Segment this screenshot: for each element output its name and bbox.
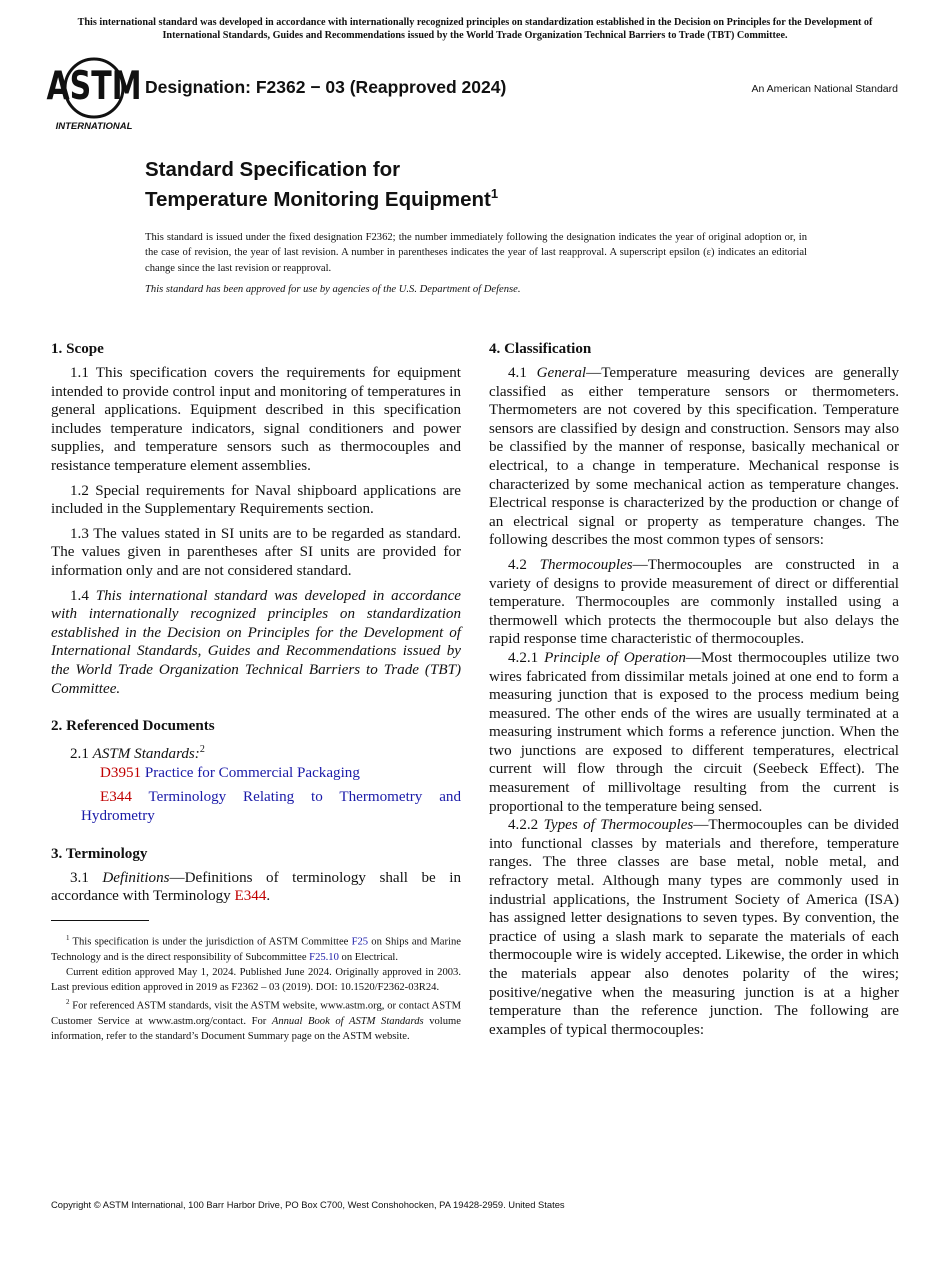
- paragraph-1-3: 1.3 The values stated in SI units are to be regarded as standard. The values given in parentheses after SI units are provided for information only and are not considered standard.: [51, 525, 461, 579]
- logo-wordmark: INTERNATIONAL: [55, 121, 133, 132]
- national-standard-label: An American National Standard: [751, 83, 898, 95]
- title-line-1: Standard Specification for: [145, 158, 401, 181]
- title-footnote-mark: 1: [490, 186, 499, 201]
- footnote-1: $^1$ This specification is under the jurisdiction of ASTM Committee F25 on Ships and Marine Technology and is the direct responsibility of Subcommittee F25.10 on Electrical.: [51, 934, 461, 963]
- footnote-divider: [51, 920, 149, 921]
- paragraph-4-2-1: 4.2.1 Principle of Operation—Most thermocouples utilize two wires fabricated from dissimilar metals joined at one end to form a measuring junction that is exposed to the process medium being measured. The other ends of the wires are usually terminated at a measuring instrument which forms a reference junction. When the two junctions are exposed to different temperatures, electrical current will flow through the circuit (Seebeck Effect). The measurement of millivoltage resulting from the current is proportional to the temperature being sensed.: [489, 649, 899, 815]
- footnote-2: $^2$ For referenced ASTM standards, visit the ASTM website, www.astm.org, or contact ASTM Customer Service at www.astm.org/contact. For Annual Book of ASTM Standards volume information, refer to the standard’s Document Summary page on the ASTM website.: [51, 998, 461, 1043]
- designation: Designation: F2362 − 03 (Reapproved 2024): [145, 77, 507, 97]
- right-column: [489, 339, 899, 1039]
- astm-logo: [46, 55, 142, 132]
- link-f25-10[interactable]: F25.10: [309, 951, 339, 963]
- tbt-notice: This international standard was developed in accordance with internationally recognized principles on standardization established in the Decision on Principles for the Development of International Standards, Guides and Recommendations issued by the World Trade Organization Technical Barriers to Trade (TBT) Committee.: [77, 17, 873, 41]
- paragraph-3-1: 3.1 Definitions—Definitions of terminology shall be in accordance with Terminology E344.: [51, 869, 461, 905]
- paragraph-4-1: 4.1 General—Temperature measuring devices are generally classified as either temperature sensors or thermometers. Thermometers are not covered by this specification. Temperature sensors are classified by design and construction. Sensors may also be classified by the manner of response, basically mechanical or electrical, to a change in temperature. Mechanical response is characterized by some mechanical action as temperature changes. Electrical response is characterized by the production or change of an electrical signal or property as temperature changes. The following describes the most common types of sensors:: [489, 365, 899, 549]
- section-heading-scope: 1. Scope: [51, 341, 104, 357]
- svg-text:ASTM: ASTM: [46, 64, 142, 110]
- title-line-2: Temperature Monitoring Equipment$^1$: [145, 186, 499, 211]
- paragraph-4-2-2: 4.2.2 Types of Thermocouples—Thermocouples can be divided into functional classes by materials and therefore, temperature ranges. The three classes are base metal, noble metal, and refractory metal. Although many types are commonly used in industrial applications, the Instrument Society of America (ISA) has assigned letter designations to seven types. By convention, the practice of using a slash mark to separate the materials of each thermocouple wire is widely accepted. Likewise, the order in which the materials appear also denotes polarity of the wires; positive/negative when the measuring junction is at a higher temperature than the reference junction. The following are examples of typical thermocouples:: [489, 817, 899, 1038]
- section-heading-classification: 4. Classification: [489, 341, 592, 357]
- left-column: [51, 339, 461, 912]
- paragraph-1-1: 1.1 This specification covers the requirements for equipment intended to provide control input and monitoring of temperatures in general applications. Equipment described in this specification includes temperature indicators, signal conditioners and power supplies, and temperature sensors such as thermocouples and resistance temperature element assemblies.: [51, 365, 461, 474]
- section-heading-terminology: 3. Terminology: [51, 845, 148, 862]
- link-f25[interactable]: F25: [351, 936, 369, 948]
- reference-e344[interactable]: E344 Terminology Relating to Thermometry and Hydrometry: [81, 789, 461, 824]
- copyright-footer: Copyright © ASTM International, 100 Barr Harbor Drive, PO Box C700, West Conshohocken, PA 19428-2959. United States: [51, 1199, 565, 1210]
- issuance-note: This standard is issued under the fixed designation F2362; the number immediately following the designation indicates the year of original adoption or, in the case of revision, the year of last revision. A number in parentheses indicates the year of last reapproval. A superscript epsilon (ε) indicates an editorial change since the last revision or reapproval.: [145, 232, 807, 274]
- footnotes: [51, 931, 461, 1044]
- dod-approval-note: This standard has been approved for use by agencies of the U.S. Department of Defense.: [145, 284, 521, 295]
- reference-d3951[interactable]: D3951 Practice for Commercial Packaging: [100, 764, 360, 781]
- paragraph-4-2: 4.2 Thermocouples—Thermocouples are constructed in a variety of designs to provide measurement of direct or differential temperature. Thermocouples are commonly installed using a thermowell which protects the thermocouple but also delays the rapid response time characteristic of thermocouples.: [489, 556, 899, 648]
- paragraph-1-2: 1.2 Special requirements for Naval shipboard applications are included in the Supplementary Requirements section.: [51, 482, 461, 518]
- paragraph-2-1: 2.1 ASTM Standards:$^2$: [70, 744, 205, 763]
- link-e344[interactable]: E344: [234, 888, 267, 905]
- edition-note: Current edition approved May 1, 2024. Published June 2024. Originally approved in 2003. Last previous edition approved in 2019 as F2362 – 03 (2019). DOI: 10.1520/F2362-03R24.: [51, 966, 461, 994]
- section-heading-referenced-documents: 2. Referenced Documents: [51, 718, 215, 735]
- paragraph-1-4: 1.4 This international standard was developed in accordance with internationally recognized principles on standardization established in the Decision on Principles for the Development of International Standards, Guides and Recommendations issued by the World Trade Organization Technical Barriers to Trade (TBT) Committee.: [51, 587, 461, 697]
- document-title: [145, 158, 498, 212]
